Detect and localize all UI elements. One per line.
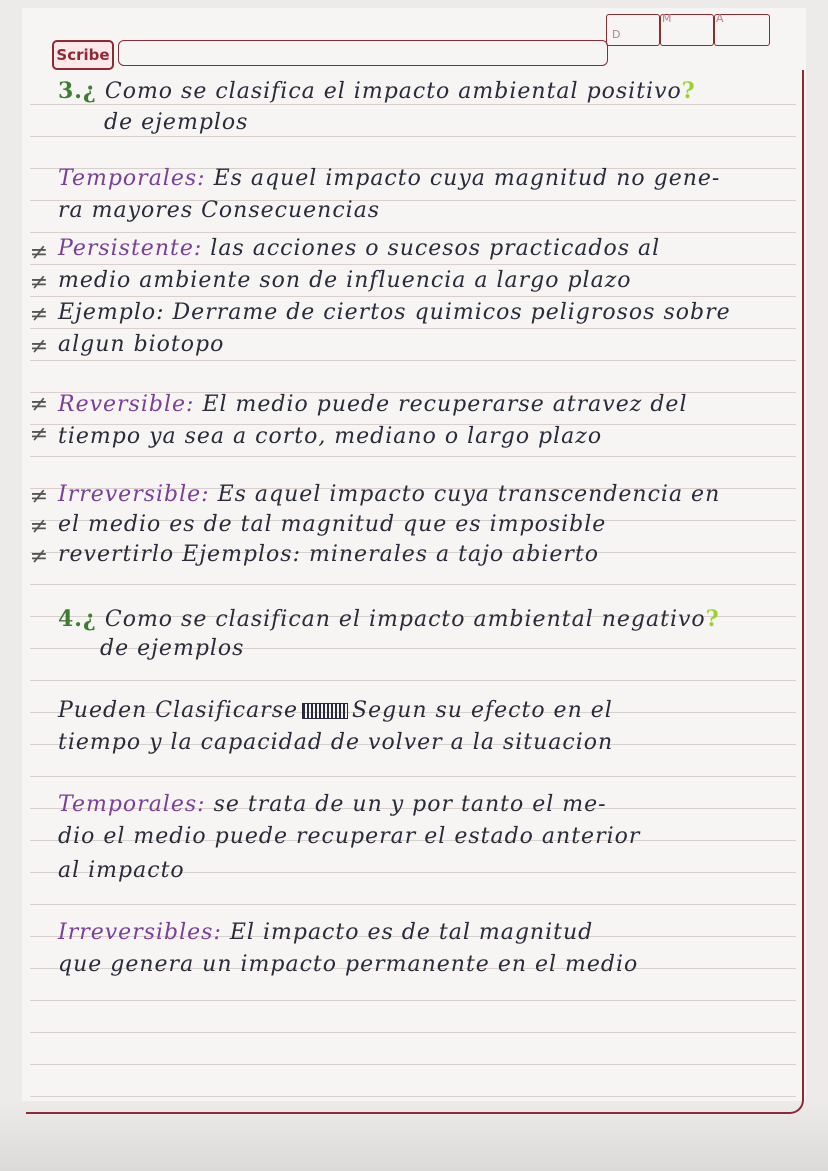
question-open-mark: ¿ [82, 606, 97, 632]
item-line: Ejemplo: Derrame de ciertos quimicos peligrosos sobre [58, 300, 731, 325]
ruled-line [30, 904, 796, 905]
item-line: dio el medio puede recuperar el estado anterior [58, 824, 641, 849]
item-line: ra mayores Consecuencias [58, 198, 381, 223]
item-line: revertirlo Ejemplos: minerales a tajo abierto [58, 542, 600, 567]
scribe-logo: Scribe [52, 40, 114, 70]
margin-mark: ≠ [29, 392, 49, 417]
item-term: Reversible: [58, 392, 195, 417]
margin-mark: ≠ [29, 514, 49, 539]
ruled-line [30, 1000, 796, 1001]
item-term: Temporales: [58, 792, 206, 817]
crossed-out-word [302, 703, 348, 719]
date-label-day: D [612, 28, 621, 41]
question-3-line-2: de ejemplos [104, 110, 249, 135]
ruled-line [30, 136, 796, 137]
ruled-line [30, 264, 796, 265]
margin-mark: ≠ [29, 334, 49, 359]
item-line [58, 166, 720, 191]
ruled-line [30, 232, 796, 233]
item-term: Irreversible: [58, 482, 210, 507]
item-text: El medio puede recuperarse atravez del [202, 392, 688, 417]
intro-text: Segun su efecto en el [352, 698, 613, 723]
item-text: se trata de un y por tanto el me- [213, 792, 607, 817]
item-term: Persistente: [58, 236, 203, 261]
margin-mark: ≠ [29, 422, 49, 447]
ruled-line [30, 328, 796, 329]
question-close-mark: ? [681, 78, 696, 104]
question-4-line-2: de ejemplos [100, 636, 245, 661]
item-line: el medio es de tal magnitud que es imposible [58, 512, 607, 537]
item-line [58, 792, 607, 817]
item-line [58, 236, 660, 261]
item-line: algun biotopo [58, 332, 225, 357]
ruled-line [30, 456, 796, 457]
margin-mark: ≠ [29, 544, 49, 569]
item-text: El impacto es de tal magnitud [229, 920, 594, 945]
date-label-year: A [716, 12, 724, 25]
ruled-line [30, 360, 796, 361]
question-text: Como se clasifica el impacto ambiental positivo [104, 79, 682, 104]
margin-mark: ≠ [29, 302, 49, 327]
item-text: las acciones o sucesos practicados al [210, 236, 661, 261]
item-term: Temporales: [58, 166, 206, 191]
question-3-line-1 [58, 78, 696, 104]
margin-mark: ≠ [29, 270, 49, 295]
header-title-bar [118, 40, 608, 66]
item-line: al impacto [58, 858, 185, 883]
item-line [58, 392, 687, 417]
ruled-line [30, 584, 796, 585]
question-4-line-1 [58, 606, 720, 632]
date-label-month: M [662, 12, 672, 25]
question-close-mark: ? [705, 606, 720, 632]
item-line [58, 920, 593, 945]
item-line: medio ambiente son de influencia a largo plazo [58, 268, 632, 293]
question-text: Como se clasifican el impacto ambiental negativo [104, 607, 706, 632]
item-term: Irreversibles: [58, 920, 222, 945]
ruled-line [30, 776, 796, 777]
margin-mark: ≠ [29, 484, 49, 509]
item-line: tiempo ya sea a corto, mediano o largo plazo [58, 424, 603, 449]
ruled-line [30, 1096, 796, 1097]
ruled-line [30, 104, 796, 105]
intro-line [58, 698, 613, 723]
item-line: que genera un impacto permanente en el medio [58, 952, 639, 977]
ruled-line [30, 1064, 796, 1065]
intro-line: tiempo y la capacidad de volver a la situacion [58, 730, 614, 755]
ruled-line [30, 296, 796, 297]
ruled-line [30, 1032, 796, 1033]
ruled-line [30, 680, 796, 681]
item-line [58, 482, 720, 507]
intro-text: Pueden Clasificarse [58, 698, 299, 723]
question-number: 4. [58, 606, 83, 632]
question-open-mark: ¿ [82, 78, 97, 104]
item-text: Es aquel impacto cuya magnitud no gene- [213, 166, 721, 191]
item-text: Es aquel impacto cuya transcendencia en [217, 482, 721, 507]
question-number: 3. [58, 78, 83, 104]
margin-mark: ≠ [29, 240, 49, 265]
